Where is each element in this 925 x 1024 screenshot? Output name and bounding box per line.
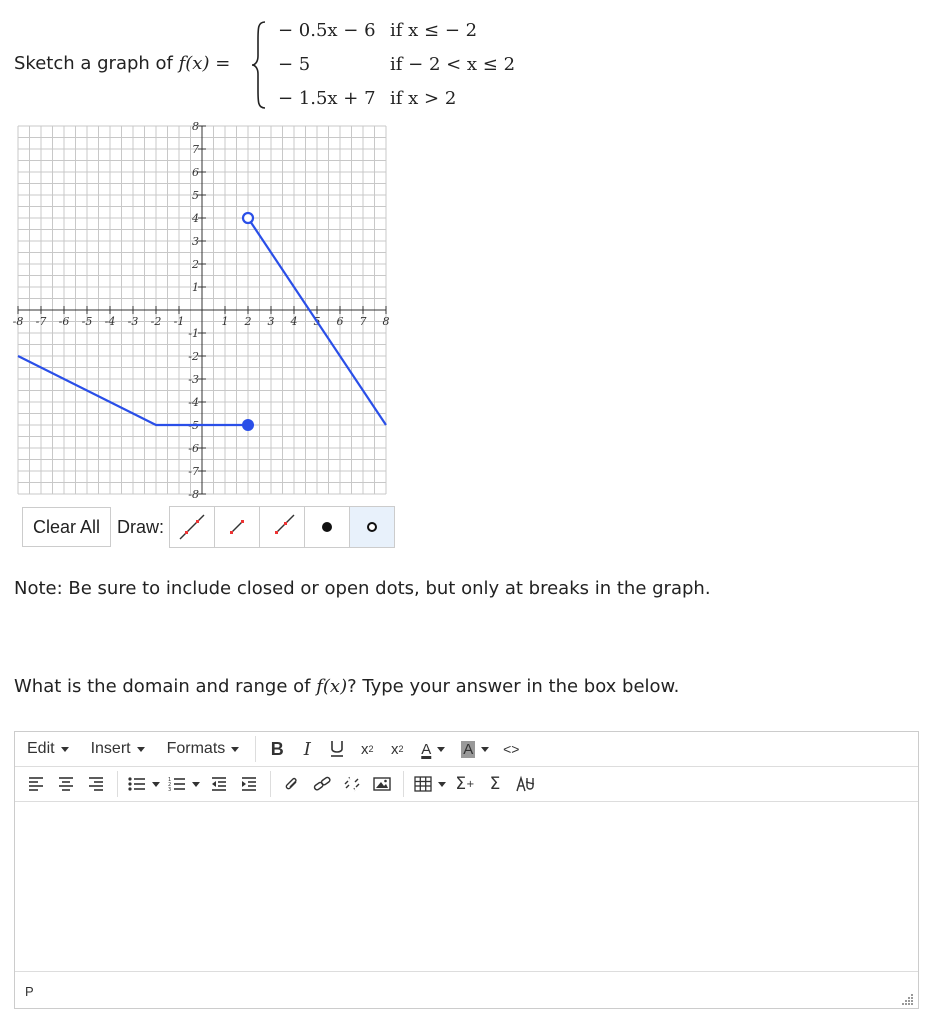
x-tick-label: 5 (313, 315, 321, 328)
chevron-down-icon (192, 782, 200, 787)
menu-edit[interactable]: Edit (27, 740, 69, 758)
chevron-down-icon (61, 747, 69, 752)
unlink-button[interactable] (340, 770, 364, 798)
case-2-condition: if − 2 < x ≤ 2 (390, 54, 516, 75)
chevron-down-icon (137, 747, 145, 752)
background-color-button[interactable] (457, 735, 493, 763)
y-tick-label: -5 (188, 419, 199, 432)
attachment-button[interactable] (280, 770, 304, 798)
function-name: f(x) = (178, 53, 231, 74)
align-center-button[interactable] (54, 770, 78, 798)
x-tick-label: -8 (12, 315, 24, 328)
chevron-down-icon (438, 782, 446, 787)
y-tick-label: 3 (192, 235, 199, 248)
image-icon (373, 776, 391, 792)
summation-button[interactable]: Σ (489, 774, 501, 794)
special-characters-icon (515, 775, 535, 793)
prompt-text (14, 53, 230, 74)
svg-text:3: 3 (168, 787, 172, 793)
chevron-down-icon (152, 782, 160, 787)
open-dot-icon (357, 512, 387, 542)
insert-math-button[interactable]: Σ + (455, 774, 475, 794)
line-tool-button[interactable] (169, 506, 215, 548)
y-tick-label: 6 (192, 166, 199, 179)
superscript-button[interactable]: x 2 (391, 740, 404, 758)
case-3: − 1.5x + 7 (278, 88, 376, 109)
y-tick-label: -3 (188, 373, 199, 386)
highlight-color-icon: A (463, 740, 474, 758)
draw-label: Draw: (117, 516, 165, 537)
divider (403, 771, 404, 797)
open-dot (243, 213, 253, 223)
numbered-list-button[interactable] (167, 770, 201, 798)
y-tick-label: 7 (192, 143, 199, 156)
prompt-label: Sketch a graph of (14, 53, 173, 74)
question-text (14, 676, 679, 697)
question-after: ? Type your answer in the box below. (347, 676, 680, 697)
resize-handle-icon[interactable] (902, 993, 914, 1005)
divider (255, 736, 256, 762)
editor-statusbar (15, 971, 918, 1008)
y-tick-label: -6 (188, 442, 199, 455)
closed-dot (242, 419, 254, 431)
chevron-down-icon (231, 747, 239, 752)
menu-formats[interactable]: Formats (167, 740, 240, 758)
chevron-down-icon (437, 747, 445, 752)
svg-text:2: 2 (168, 782, 172, 788)
x-tick-label: 6 (336, 315, 344, 328)
line-tool-icon (177, 512, 207, 542)
italic-button[interactable]: I (303, 738, 311, 760)
segment-tool-button[interactable] (214, 506, 260, 548)
x-tick-label: -5 (81, 315, 93, 328)
align-left-button[interactable] (24, 770, 48, 798)
indent-button[interactable] (237, 770, 261, 798)
closed-dot-tool-button[interactable] (304, 506, 350, 548)
numbered-list-icon (168, 777, 186, 791)
case-1-condition: if x ≤ − 2 (390, 20, 478, 41)
ray-tool-icon (267, 512, 297, 542)
y-tick-label: 1 (192, 281, 199, 294)
align-right-button[interactable] (84, 770, 108, 798)
segment-tool-icon (222, 512, 252, 542)
insert-image-button[interactable] (370, 770, 394, 798)
bullet-list-button[interactable] (127, 770, 161, 798)
underline-icon (329, 740, 345, 758)
table-button[interactable] (413, 770, 447, 798)
clear-all-button[interactable]: Clear All (22, 507, 111, 547)
answer-editor (14, 731, 919, 1009)
chevron-down-icon (481, 747, 489, 752)
underline-button[interactable] (325, 735, 349, 763)
align-left-icon (28, 777, 44, 791)
left-brace (250, 20, 268, 110)
align-right-icon (88, 777, 104, 791)
x-tick-label: -4 (104, 315, 116, 328)
divider (270, 771, 271, 797)
text-color-button[interactable] (415, 735, 451, 763)
answer-text-area[interactable] (15, 802, 918, 972)
subscript-button[interactable]: x 2 (361, 740, 374, 758)
case-3-condition: if x > 2 (390, 88, 457, 109)
y-tick-label: -4 (188, 396, 199, 409)
closed-dot-icon (312, 512, 342, 542)
svg-text:1: 1 (168, 777, 172, 783)
menu-insert[interactable]: Insert (91, 740, 145, 758)
x-tick-label: 2 (244, 315, 252, 328)
case-2: − 5 (278, 54, 311, 75)
bullet-list-icon (128, 777, 146, 791)
y-tick-label: -1 (188, 327, 199, 340)
link-icon (313, 776, 331, 792)
editor-menubar (15, 732, 918, 767)
x-tick-label: -3 (127, 315, 139, 328)
case-1: − 0.5x − 6 (278, 20, 376, 41)
align-center-icon (58, 777, 74, 791)
special-characters-button[interactable] (513, 770, 537, 798)
element-path: P (25, 984, 34, 999)
outdent-button[interactable] (207, 770, 231, 798)
insert-link-button[interactable] (310, 770, 334, 798)
y-tick-label: -2 (188, 350, 199, 363)
question-before: What is the domain and range of (14, 676, 311, 697)
x-tick-label: 3 (267, 315, 275, 328)
x-tick-label: -6 (58, 315, 70, 328)
y-tick-label: 5 (192, 189, 199, 202)
table-icon (414, 776, 432, 792)
divider (117, 771, 118, 797)
ray-tool-button[interactable] (259, 506, 305, 548)
y-tick-label: 8 (192, 120, 199, 133)
editor-toolbar (15, 767, 918, 802)
x-tick-label: -7 (35, 315, 47, 328)
open-dot-tool-button[interactable] (349, 506, 395, 548)
unlink-icon (343, 776, 361, 792)
y-tick-label: -7 (188, 465, 199, 478)
paperclip-icon (284, 776, 300, 792)
outdent-icon (211, 777, 227, 791)
x-tick-label: 1 (221, 315, 229, 328)
source-code-button[interactable]: <> (503, 741, 520, 757)
question-function-name: f(x) (316, 676, 348, 697)
x-tick-label: 4 (290, 315, 298, 328)
note-text: Note: Be sure to include closed or open dots, but only at breaks in the graph. (14, 578, 711, 599)
x-tick-label: -1 (173, 315, 185, 328)
bold-button[interactable]: B (270, 738, 284, 759)
y-tick-label: 4 (192, 212, 199, 225)
x-tick-label: -2 (150, 315, 162, 328)
indent-icon (241, 777, 257, 791)
text-color-icon: A (421, 740, 432, 758)
y-tick-label: -8 (188, 488, 199, 501)
x-tick-label: 7 (359, 315, 367, 328)
x-tick-label: 8 (382, 315, 390, 328)
graph-canvas[interactable] (12, 120, 390, 501)
draw-toolbar (22, 507, 395, 547)
y-tick-label: 2 (192, 258, 199, 271)
